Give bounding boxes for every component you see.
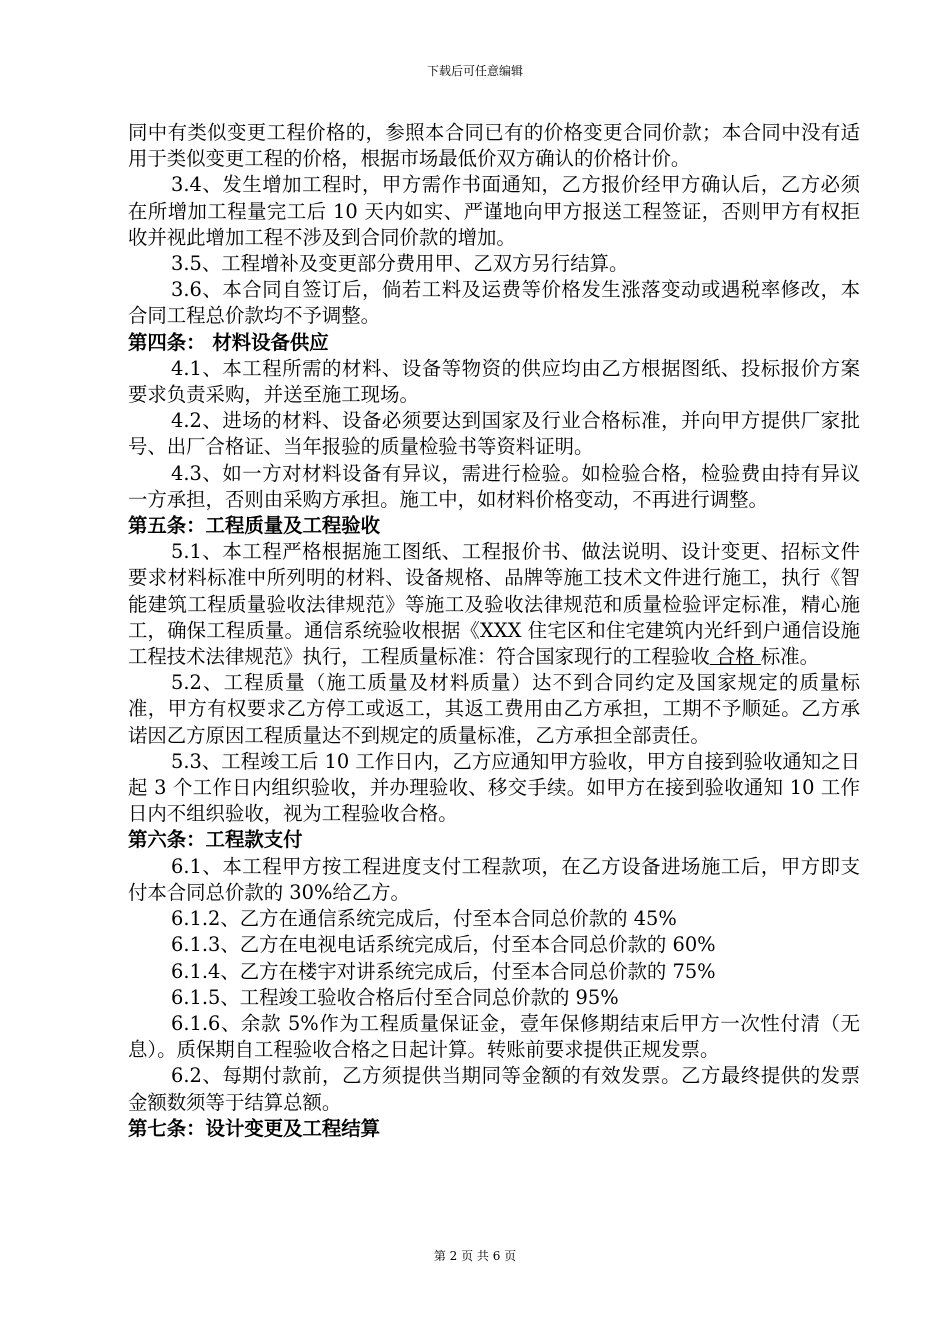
paragraph-5-1 — [128, 539, 860, 670]
paragraph-6-2: 6.2、每期付款前，乙方须提供当期同等金额的有效发票。乙方最终提供的发票金额数须等于结算总额。 — [128, 1064, 860, 1114]
paragraph-3-6: 3.6、本合同自签订后，倘若工料及运费等价格发生涨落变动或遇税率修改，本合同工程总价款均不予调整。 — [128, 278, 860, 328]
document-body — [128, 120, 860, 1142]
article-6-heading: 第六条：工程款支付 — [128, 828, 303, 852]
paragraph-4-3: 4.3、如一方对材料设备有异议，需进行检验。如检验合格，检验费由持有异议一方承担，否则由采购方承担。施工中，如材料价格变动，不再进行调整。 — [128, 461, 860, 511]
paragraph-3-3-continued: 同中有类似变更工程价格的，参照本合同已有的价格变更合同价款；本合同中没有适用于类似变更工程的价格，根据市场最低价双方确认的价格计价。 — [128, 121, 860, 171]
paragraph-6-1-2: 6.1.2、乙方在通信系统完成后，付至本合同总价款的 45% — [171, 907, 677, 931]
paragraph-3-4: 3.4、发生增加工程时，甲方需作书面通知，乙方报价经甲方确认后，乙方必须在所增加工程量完工后 10 天内如实、严谨地向甲方报送工程签证，否则甲方有权拒收并视此增加工程不涉及到合同价款的增加。 — [128, 173, 860, 249]
underlined-qualified: 合格 — [709, 645, 761, 669]
paragraph-6-1-4: 6.1.4、乙方在楼宇对讲系统完成后，付至本合同总价款的 75% — [171, 959, 716, 983]
article-5-heading: 第五条：工程质量及工程验收 — [128, 514, 381, 538]
paragraph-5-2: 5.2、工程质量（施工质量及材料质量）达不到合同约定及国家规定的质量标准，甲方有权要求乙方停工或返工，其返工费用由乙方承担，工期不予顺延。乙方承诺因乙方原因工程质量达不到规定的质量标准，乙方承担全部责任。 — [128, 671, 860, 747]
paragraph-4-1: 4.1、本工程所需的材料、设备等物资的供应均由乙方根据图纸、投标报价方案要求负责采购，并送至施工现场。 — [128, 356, 860, 407]
paragraph-5-1-text: 5.1、本工程严格根据施工图纸、工程报价书、做法说明、设计变更、招标文件要求材料标准中所列明的材料、设备规格、品牌等施工技术文件进行施工，执行《智能建筑工程质量验收法律规范》等施工及验收法律规范和质量检验评定标准，精心施工，确保工程质量。通信系统验收根据《XXX 住宅区和住宅建筑内光纤到户通信设施工程技术法律规范》执行，工程质量标准：符合国家现行的工程验收 — [128, 540, 860, 669]
article-4-heading: 第四条： 材料设备供应 — [128, 330, 329, 354]
paragraph-6-1-3: 6.1.3、乙方在电视电话系统完成后，付至本合同总价款的 60% — [171, 933, 716, 957]
paragraph-6-1: 6.1、本工程甲方按工程进度支付工程款项，在乙方设备进场施工后，甲方即支付本合同总价款的 30%给乙方。 — [128, 854, 860, 904]
paragraph-3-5: 3.5、工程增补及变更部分费用甲、乙双方另行结算。 — [171, 252, 629, 276]
page-number: 第 2 页 共 6 页 — [433, 1249, 517, 1263]
paragraph-5-3: 5.3、工程竣工后 10 工作日内，乙方应通知甲方验收，甲方自接到验收通知之日起 3 个工作日内组织验收，并办理验收、移交手续。如甲方在接到验收通知 10 工作日内不组织验收，视为工程验收合格。 — [128, 749, 860, 826]
paragraph-5-1-end: 标准。 — [760, 645, 819, 669]
paragraph-6-1-5: 6.1.5、工程竣工验收合格后付至合同总价款的 95% — [171, 985, 619, 1009]
paragraph-6-1-6: 6.1.6、余款 5%作为工程质量保证金，壹年保修期结束后甲方一次性付清（无息）。质保期自工程验收合格之日起计算。转账前要求提供正规发票。 — [128, 1011, 860, 1062]
page-header: 下载后可任意编辑 — [426, 64, 523, 78]
article-7-heading: 第七条：设计变更及工程结算 — [128, 1116, 381, 1140]
paragraph-4-2: 4.2、进场的材料、设备必须要达到国家及行业合格标准，并向甲方提供厂家批号、出厂合格证、当年报验的质量检验书等资料证明。 — [128, 409, 860, 459]
